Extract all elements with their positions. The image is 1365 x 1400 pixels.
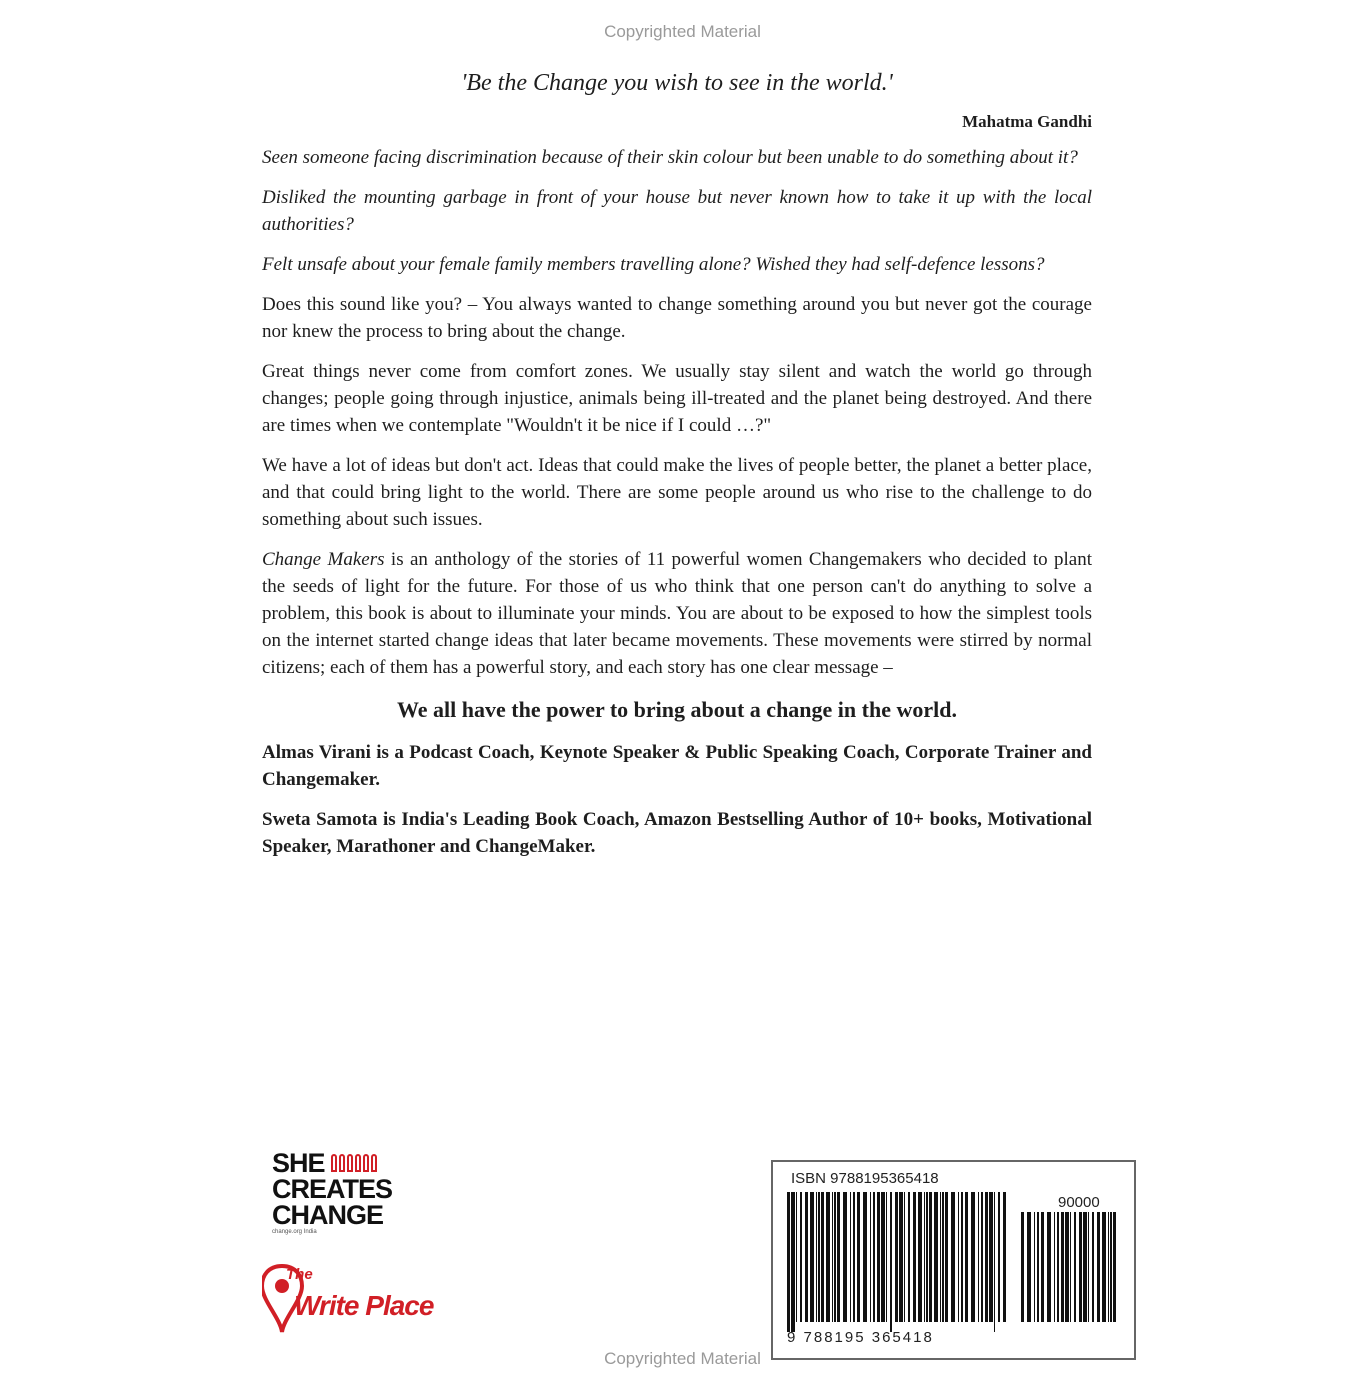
book-title: Change Makers	[262, 549, 385, 570]
body-paragraph-2: Great things never come from comfort zones. We usually stay silent and watch the world go through changes; people going through injustice, animals being ill-treated and the planet being destroyed. And there are times when we contemplate "Wouldn't it be nice if I could …?"	[262, 361, 1092, 436]
question-paragraph-2: Disliked the mounting garbage in front of your house but never known how to take it up with the local authorities?	[262, 187, 1092, 235]
closing-message: We all have the power to bring about a change in the world.	[396, 697, 957, 722]
logo-line-change: CHANGE	[272, 1200, 384, 1230]
price-addon-code: 90000	[1058, 1194, 1100, 1211]
body-paragraph-4	[262, 546, 1092, 681]
barcode-bars-addon	[1017, 1212, 1122, 1332]
author-bio-2: Sweta Samota is India's Leading Book Coach, Amazon Bestselling Author of 10+ books, Motivational Speaker, Marathoner and ChangeMaker.	[262, 809, 1092, 857]
logo-tagline: change.org India	[272, 1229, 317, 1235]
isbn-barcode	[771, 1160, 1136, 1360]
question-paragraph-3: Felt unsafe about your female family members travelling alone? Wished they had self-defence lessons?	[262, 254, 1045, 275]
she-creates-change-logo	[272, 1150, 422, 1236]
body-paragraph-4-text: is an anthology of the stories of 11 powerful women Changemakers who decided to plant the seeds of light for the future. For those of us who think that one person can't do anything to solve a problem, this book is about to illuminate your minds. You are about to be exposed to how the simplest tools on the internet started change ideas that later became movements. These movements were stirred by normal citizens; each of them has a powerful story, and each story has one clear message –	[262, 549, 1092, 678]
women-figures-icon	[331, 1154, 377, 1172]
logo-line-creates: CREATES	[272, 1174, 393, 1204]
back-cover-text	[262, 68, 1092, 873]
logo-line-she: SHE	[272, 1148, 325, 1178]
body-paragraph-3: We have a lot of ideas but don't act. Ideas that could make the lives of people better, the planet a better place, and that could bring light to the world. There are some people around us who rise to the challenge to do something about such issues.	[262, 455, 1092, 530]
logo-write-place: Write Place	[294, 1290, 434, 1321]
isbn-number: ISBN 9788195365418	[791, 1170, 939, 1187]
body-paragraph-1: Does this sound like you? – You always wanted to change something around you but never got the courage nor knew the process to bring about the change.	[262, 294, 1092, 342]
barcode-bars-main	[783, 1192, 1013, 1332]
barcode-digits: 9 788195 365418	[787, 1329, 934, 1346]
quote-attribution: Mahatma Gandhi	[962, 112, 1092, 131]
logo-the: The	[286, 1266, 313, 1283]
question-paragraph-1: Seen someone facing discrimination because of their skin colour but been unable to do something about it?	[262, 147, 1078, 168]
author-bio-1: Almas Virani is a Podcast Coach, Keynote Speaker & Public Speaking Coach, Corporate Trainer and Changemaker.	[262, 742, 1092, 790]
the-write-place-logo	[262, 1262, 502, 1332]
copyright-watermark-top: Copyrighted Material	[604, 22, 761, 41]
epigraph-quote: 'Be the Change you wish to see in the world.'	[461, 70, 893, 96]
copyright-watermark-bottom: Copyrighted Material	[604, 1349, 761, 1368]
